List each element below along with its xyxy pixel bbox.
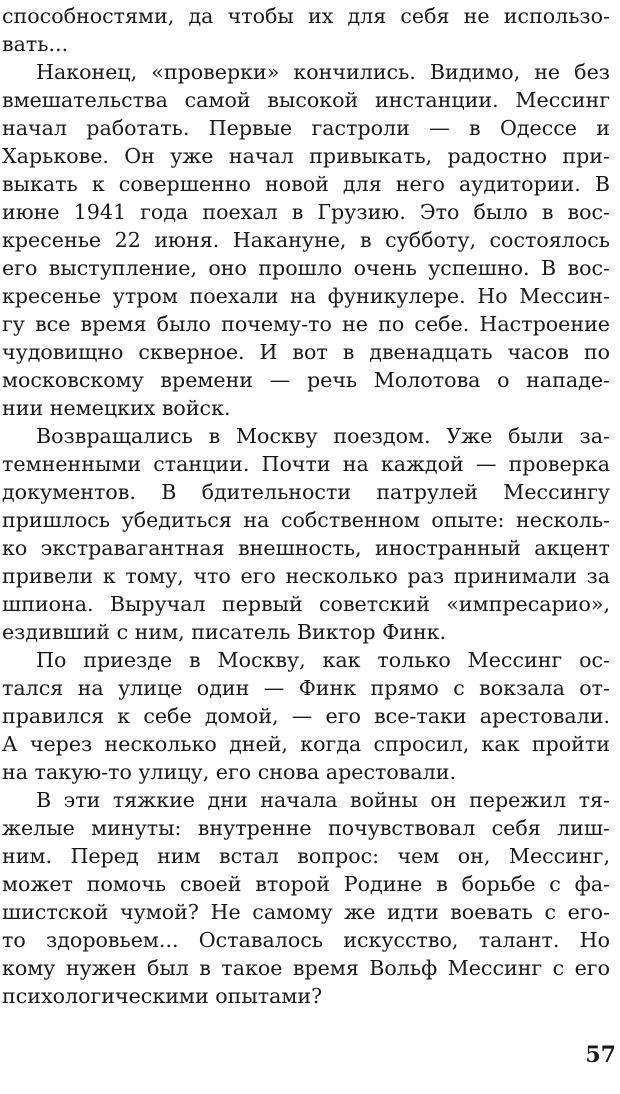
text-line: вать... — [2, 32, 69, 56]
page-number: 57 — [585, 1042, 616, 1068]
text-line: московскому времени — речь Молотова о нападе- — [2, 368, 610, 392]
text-line: может помочь своей второй Родине в борьбе с фа- — [2, 872, 610, 896]
text-line: кресенье 22 июня. Накануне, в субботу, состоялось — [2, 228, 610, 252]
text-line: психологическими опытами? — [2, 984, 323, 1008]
text-line: начал работать. Первые гастроли — в Одессе и — [2, 116, 610, 140]
text-line: июне 1941 года поехал в Грузию. Это было в вос- — [2, 200, 610, 224]
text-line: привели к тому, что его несколько раз принимали за — [2, 564, 610, 588]
text-line: кому нужен был в такое время Вольф Мессинг с его — [2, 956, 610, 980]
text-line: А через несколько дней, когда спросил, как пройти — [2, 732, 610, 756]
text-line: темненными станции. Почти на каждой — проверка — [2, 452, 610, 476]
text-line: тался на улице один — Финк прямо с вокзала от- — [2, 676, 610, 700]
text-line: на такую-то улицу, его снова арестовали. — [2, 760, 457, 784]
text-line: вмешательства самой высокой инстанции. Мессинг — [2, 88, 610, 112]
text-line: то здоровьем... Оставалось искусство, талант. Но — [2, 928, 610, 952]
text-line: способностями, да чтобы их для себя не использо- — [2, 4, 610, 28]
text-line: его выступление, оно прошло очень успешно. В вос- — [2, 256, 610, 280]
paragraph-first-line: Наконец, «проверки» кончились. Видимо, не без — [36, 60, 610, 84]
text-line: чудовищно скверное. И вот в двенадцать часов по — [2, 340, 610, 364]
text-line: кресенье утром поехали на фуникулере. Но Мессин- — [2, 284, 610, 308]
text-line: гу все время было почему-то не по себе. Настроение — [2, 312, 610, 336]
text-line: желые минуты: внутренне почувствовал себя лиш- — [2, 816, 610, 840]
text-line: ездивший с ним, писатель Виктор Финк. — [2, 620, 447, 644]
paragraph-first-line: По приезде в Москву, как только Мессинг ос- — [36, 648, 610, 672]
text-line: нии немецких войск. — [2, 396, 231, 420]
paragraph-first-line: В эти тяжкие дни начала войны он пережил тя- — [36, 788, 610, 812]
text-line: ним. Перед ним встал вопрос: чем он, Мессинг, — [2, 844, 610, 868]
text-line: документов. В бдительности патрулей Мессингу — [2, 480, 610, 504]
text-line: правился к себе домой, — его все-таки арестовали. — [2, 704, 610, 728]
text-line: выкать к совершенно новой для него аудитории. В — [2, 172, 610, 196]
text-line: пришлось убедиться на собственном опыте: несколь- — [2, 508, 610, 532]
text-line: шистской чумой? Не самому же идти воевать с его- — [2, 900, 610, 924]
paragraph-first-line: Возвращались в Москву поездом. Уже были за- — [36, 424, 610, 448]
text-line: Харькове. Он уже начал привыкать, радостно при- — [2, 144, 610, 168]
text-line: ко экстравагантная внешность, иностранный акцент — [2, 536, 610, 560]
text-line: шпиона. Выручал первый советский «импресарио», — [2, 592, 610, 616]
